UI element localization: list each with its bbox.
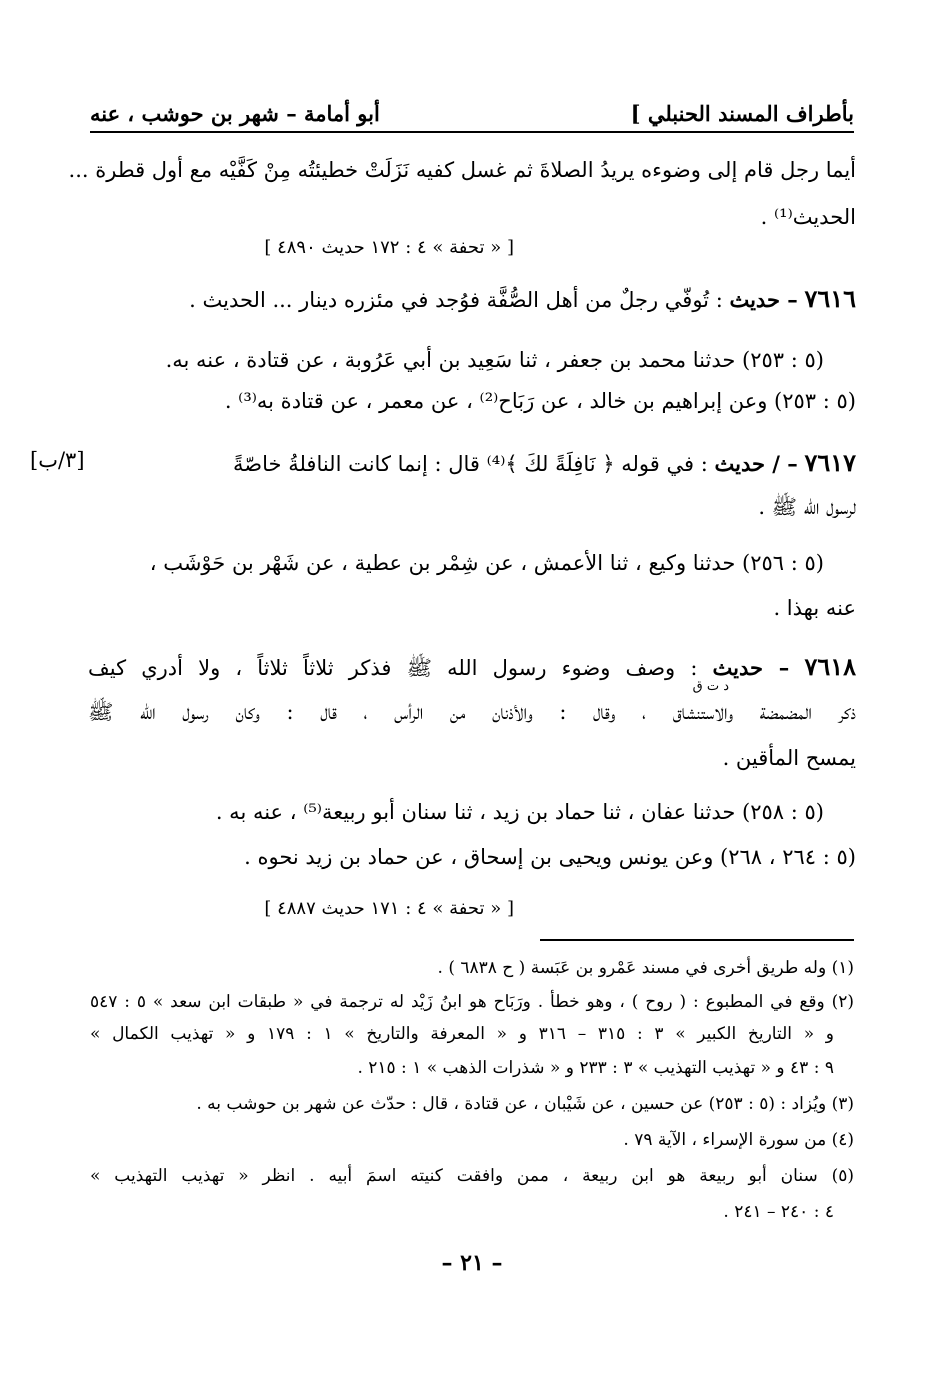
text-line: لرسول الله ﷺ . [758,495,856,519]
footnote: (٥) سنان أبو ربيعة هو ابن ربيعة ، ممن وافقت كنيته اسمَ أبيه . انظر « تهذيب التهذيب » [90,1166,854,1186]
footnote: (٢) وقع في المطبوع : ( روح ) ، وهو خطأ . ورَبَاح هو ابنُ زَيْد له ترجمة في « طبقات ابن سعد » ٥ : ٥٤٧ [90,992,854,1012]
text-line: عنه بهذا . [773,596,856,620]
text-line: أيما رجل قام إلى وضوءه يريدُ الصلاةَ ثم غسل كفيه نَزَلَتْ خطيئتُه مِنْ كَفَّيْه مع أول قطرة ... [68,158,856,182]
header-book-title: بأطراف المسند الحنبلي ] [630,101,854,126]
hadith-number: ٧٦١٨ [804,652,856,681]
hadith-7618-heading [88,652,856,686]
isnad-line: (٥ : ٢٦٤ ، ٢٦٨) وعن يونس ويحيى بن إسحاق ، عن حماد بن زيد نحوه . [244,845,856,869]
footnote: ٩ : ٤٣ و « تهذيب التهذيب » ٣ : ٢٣٣ و « شذرات الذهب » ١ : ٢١٥ . [357,1058,834,1078]
footnote: (٣) ويُزاد : (٥ : ٢٥٣) عن حسين ، عن شَيْبان ، عن قتادة ، قال : حدّث عن شهر بن حوشب به . [196,1094,854,1114]
hadith-text: : تُوفّي رجلٌ من أهل الصُّفَّة فوُجد في مئزره دينار ... الحديث . [189,288,723,312]
manuscript-folio-marker: [٣/ب] [30,448,85,472]
footnote: (٤) من سورة الإسراء ، الآية ٧٩ . [623,1130,854,1150]
text-line: ذكر المضمضة والاستنشاق ، وقال : والأذنان من الرأس ، قال : وكان رسول الله ﷺ [88,700,856,724]
hadith-7616-heading [189,284,856,313]
header-rule [90,131,854,133]
source-symbols: د ت ق [692,679,729,694]
footnote: و « التاريخ الكبير » ٣ : ٣١٥ – ٣١٦ و « المعرفة والتاريخ » ١ : ١٧٩ و « تهذيب الكمال » [90,1024,834,1044]
hadith-keyword: – حديث [712,655,790,680]
isnad-line: (٥ : ٢٥٣) حدثنا محمد بن جعفر ، ثنا سَعِيد بن أبي عَرُوبة ، عن قتادة ، عنه به. [165,348,824,372]
text-line: الحديث⁽¹⁾ . [760,205,856,229]
footnote: ٤ : ٢٤٠ – ٢٤١ . [723,1202,834,1222]
hadith-number: ٧٦١٦ [804,284,856,313]
running-header [90,92,854,126]
hadith-keyword: – / حديث [714,451,798,476]
isnad-line: (٥ : ٢٥٦) حدثنا وكيع ، ثنا الأعمش ، عن شِمْر بن عطية ، عن شَهْر بن حَوْشَب ، [149,551,824,575]
text-line: يمسح المأقين . [722,746,856,770]
header-section-title: أبو أمامة – شهر بن حوشب ، عنه [90,101,380,126]
hadith-keyword: – حديث [729,287,798,312]
isnad-line: (٥ : ٢٥٣) وعن إبراهيم بن خالد ، عن رَبَاح⁽²⁾ ، عن معمر ، عن قتادة به⁽³⁾ . [224,389,856,413]
page-number: – ٢١ – [441,1250,503,1276]
footnote: (١) وله طريق أخرى في مسند عَمْرو بن عَبَسة ( ح ٦٨٣٨ ) . [437,958,854,978]
hadith-text: : وصف وضوء رسول الله ﷺ فذكر ثلاثاً ثلاثاً ، ولا أدري كيف [88,656,698,680]
hadith-number: ٧٦١٧ [804,448,856,477]
hadith-text: : في قوله ﴿ نَافِلَةً لكَ ﴾⁽⁴⁾ قال : إنما كانت النافلةُ خاصّةً [233,452,708,476]
footnote-rule [540,939,854,941]
tuhfa-reference: [ « تحفة » ٤ : ١٧١ حديث ٤٨٨٧ ] [264,898,514,919]
isnad-line: (٥ : ٢٥٨) حدثنا عفان ، ثنا حماد بن زيد ، ثنا سنان أبو ربيعة⁽⁵⁾ ، عنه به . [215,800,824,824]
hadith-7617-heading [233,448,856,477]
tuhfa-reference: [ « تحفة » ٤ : ١٧٢ حديث ٤٨٩٠ ] [264,237,514,258]
